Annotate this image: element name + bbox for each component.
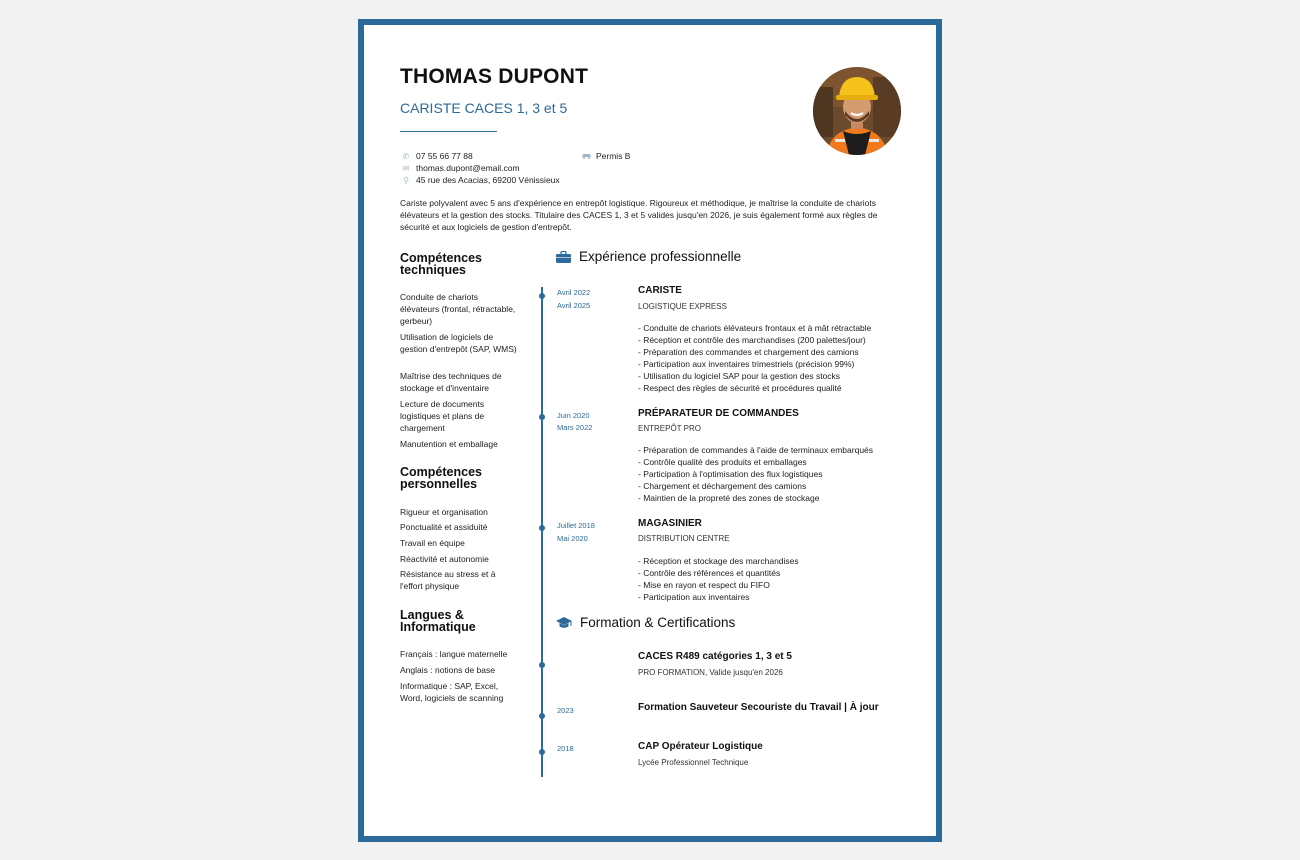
job-bullet: - Contrôle des références et quantités <box>638 568 781 578</box>
timeline-dot <box>539 525 545 531</box>
list-item: Conduite de chariots élévateurs (frontal, rétractable, gerbeur) <box>400 292 516 326</box>
education-date: 2018 <box>557 744 574 753</box>
job-bullet: - Participation aux inventaires trimestriels (précision 99%) <box>638 359 855 369</box>
job-bullet: - Réception et stockage des marchandises <box>638 556 799 566</box>
list-item: Résistance au stress et à l'effort physique <box>400 569 496 591</box>
candidate-name: THOMAS DUPONT <box>400 65 589 88</box>
phone-icon: ✆ <box>402 151 410 161</box>
resume-page <box>358 19 942 842</box>
education-detail: PRO FORMATION, Valide jusqu'en 2026 <box>638 668 783 677</box>
languages-heading: Langues & Informatique <box>400 608 476 634</box>
education-heading <box>556 615 735 630</box>
contact-license <box>580 151 630 161</box>
timeline-line <box>541 287 543 777</box>
job-bullet: - Participation à l'optimisation des flux logistiques <box>638 469 823 479</box>
experience-heading-text: Expérience professionnelle <box>579 249 742 264</box>
personal-skills-heading: Compétences personnelles <box>400 465 482 491</box>
job-start-date: Juin 2020 <box>557 411 590 420</box>
education-heading-text: Formation & Certifications <box>580 615 736 630</box>
list-item: Utilisation de logiciels de gestion d'entrepôt (SAP, WMS) <box>400 332 517 354</box>
profile-photo <box>813 67 901 155</box>
timeline-dot <box>539 713 545 719</box>
list-item: Anglais : notions de base <box>400 665 495 675</box>
license-text: Permis B <box>596 151 631 161</box>
address-text: 45 rue des Acacias, 69200 Vénissieux <box>416 175 560 185</box>
job-end-date: Mai 2020 <box>557 534 588 543</box>
tech-skills-heading: Compétences techniques <box>400 251 482 277</box>
list-item: Travail en équipe <box>400 538 465 548</box>
job-bullet: - Chargement et déchargement des camions <box>638 481 807 491</box>
education-title: CAP Opérateur Logistique <box>638 741 763 752</box>
job-end-date: Mars 2022 <box>557 423 593 432</box>
job-company: ENTREPÔT PRO <box>638 424 701 433</box>
list-item: Français : langue maternelle <box>400 649 508 659</box>
timeline-dot <box>539 414 545 420</box>
job-bullet: - Réception et contrôle des marchandises (200 palettes/jour) <box>638 335 866 345</box>
list-item: Lecture de documents logistiques et plans de chargement <box>400 399 485 433</box>
job-bullet: - Respect des règles de sécurité et procédures qualité <box>638 383 842 393</box>
timeline-dot <box>539 293 545 299</box>
car-icon <box>580 152 592 161</box>
contact-address <box>400 175 560 185</box>
job-bullet: - Mise en rayon et respect du FIFO <box>638 580 770 590</box>
timeline-dot <box>539 662 545 668</box>
job-start-date: Avril 2022 <box>557 288 591 297</box>
job-bullet: - Préparation de commandes à l'aide de terminaux embarqués <box>638 445 874 455</box>
job-title: MAGASINIER <box>638 518 702 529</box>
list-item: Informatique : SAP, Excel, Word, logiciels de scanning <box>400 681 504 703</box>
job-title: PRÉPARATEUR DE COMMANDES <box>638 408 799 419</box>
job-bullet: - Participation aux inventaires <box>638 592 750 602</box>
list-item: Ponctualité et assiduité <box>400 522 488 532</box>
timeline-dot <box>539 749 545 755</box>
location-icon: ⚲ <box>403 175 409 185</box>
education-date: 2023 <box>557 706 574 715</box>
job-company: LOGISTIQUE EXPRESS <box>638 302 727 311</box>
email-text: thomas.dupont@email.com <box>416 163 520 173</box>
education-title: Formation Sauveteur Secouriste du Travail | À jour <box>638 702 879 713</box>
profile-summary: Cariste polyvalent avec 5 ans d'expérience en entrepôt logistique. Rigoureux et méthodique, je maîtrise la conduite de chariots élévateurs et la gestion des stocks. Titulaire des CACES 1, 3 et 5 valides jusqu'en 2026, je suis également formé aux règles de sécurité et aux logiciels de gestion d'entrepôt. <box>400 198 878 232</box>
job-bullet: - Contrôle qualité des produits et emballages <box>638 457 807 467</box>
job-bullet: - Utilisation du logiciel SAP pour la gestion des stocks <box>638 371 841 381</box>
briefcase-icon <box>556 251 571 263</box>
job-start-date: Juillet 2018 <box>557 521 595 530</box>
job-bullet: - Préparation des commandes et chargement des camions <box>638 347 859 357</box>
graduation-cap-icon <box>556 617 572 629</box>
list-item: Réactivité et autonomie <box>400 554 489 564</box>
job-bullet: - Maintien de la propreté des zones de stockage <box>638 493 820 503</box>
job-title: CARISTE <box>638 285 682 296</box>
list-item: Maîtrise des techniques de stockage et d'inventaire <box>400 371 502 393</box>
education-detail: Lycée Professionnel Technique <box>638 758 749 767</box>
experience-heading <box>556 249 741 264</box>
list-item: Rigueur et organisation <box>400 507 488 517</box>
contact-email[interactable] <box>400 163 520 173</box>
list-item: Manutention et emballage <box>400 439 498 449</box>
email-icon: ✉ <box>402 163 410 173</box>
education-title: CACES R489 catégories 1, 3 et 5 <box>638 651 792 662</box>
job-bullet: - Conduite de chariots élévateurs frontaux et à mât rétractable <box>638 323 872 333</box>
job-end-date: Avril 2025 <box>557 301 591 310</box>
job-company: DISTRIBUTION CENTRE <box>638 534 730 543</box>
phone-text: 07 55 66 77 88 <box>416 151 473 161</box>
contact-phone[interactable] <box>400 151 473 161</box>
title-divider <box>400 131 497 132</box>
job-title: CARISTE CACES 1, 3 et 5 <box>400 100 568 116</box>
